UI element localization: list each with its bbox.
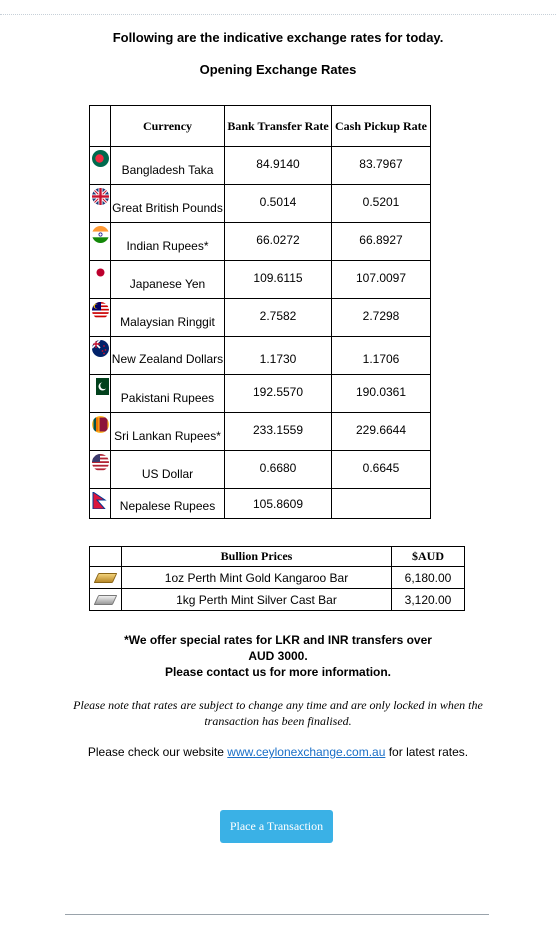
bullion-header-row — [90, 547, 465, 567]
table-row — [90, 299, 431, 337]
currency-name: New Zealand Dollars — [111, 337, 225, 375]
usa-flag-icon — [92, 454, 109, 471]
table-row — [90, 589, 465, 611]
table-row — [90, 375, 431, 413]
bank-rate: 2.7582 — [225, 299, 332, 337]
table-row — [90, 261, 431, 299]
new-zealand-flag-icon — [92, 340, 109, 357]
table-row — [90, 147, 431, 185]
table-row — [90, 337, 431, 375]
cash-rate: 0.6645 — [332, 451, 431, 489]
table-row — [90, 223, 431, 261]
bank-rate: 1.1730 — [225, 337, 332, 375]
top-divider — [0, 14, 556, 15]
flag-header — [90, 106, 111, 147]
currency-name: Sri Lankan Rupees* — [111, 413, 225, 451]
cash-rate: 190.0361 — [332, 375, 431, 413]
currency-name: Pakistani Rupees — [111, 375, 225, 413]
currency-name: Bangladesh Taka — [111, 147, 225, 185]
cash-rate: 2.7298 — [332, 299, 431, 337]
cash-rate — [332, 489, 431, 519]
japan-flag-icon — [92, 264, 109, 281]
bangladesh-flag-icon — [92, 150, 109, 167]
malaysia-flag-icon — [92, 302, 109, 319]
currency-name: US Dollar — [111, 451, 225, 489]
website-suffix: for latest rates. — [385, 745, 469, 759]
nepal-flag-icon — [92, 492, 109, 509]
bank-rate: 105.8609 — [225, 489, 332, 519]
bullion-price: 6,180.00 — [392, 567, 465, 589]
currency-name: Indian Rupees* — [111, 223, 225, 261]
website-notice — [0, 745, 556, 759]
table-row — [90, 567, 465, 589]
cash-rate: 0.5201 — [332, 185, 431, 223]
special-rates-notice — [0, 632, 556, 680]
currency-name: Nepalese Rupees — [111, 489, 225, 519]
cash-pickup-header: Cash Pickup Rate — [332, 106, 431, 147]
bank-rate: 192.5570 — [225, 375, 332, 413]
rates-header-row — [90, 106, 431, 147]
cash-rate: 1.1706 — [332, 337, 431, 375]
bank-rate: 0.6680 — [225, 451, 332, 489]
cash-rate: 107.0097 — [332, 261, 431, 299]
bullion-item-header: Bullion Prices — [122, 547, 392, 567]
bank-rate — [225, 223, 332, 261]
bank-rate: 84.9140 — [225, 147, 332, 185]
special-rates-line: AUD 3000. — [248, 649, 308, 663]
bullion-price-header: $AUD — [392, 547, 465, 567]
bullion-item: 1kg Perth Mint Silver Cast Bar — [122, 589, 392, 611]
bank-transfer-header: Bank Transfer Rate — [225, 106, 332, 147]
bank-rate: 233.1559 — [225, 413, 332, 451]
place-transaction-button[interactable]: Place a Transaction — [220, 810, 333, 843]
special-rates-line: *We offer special rates for LKR and INR transfers over — [124, 633, 432, 647]
rates-disclaimer: Please note that rates are subject to change any time and are only locked in when the transaction has been finalised. — [73, 698, 483, 728]
bullion-prices-table — [89, 546, 465, 611]
cash-rate: 83.7967 — [332, 147, 431, 185]
pakistan-flag-icon — [92, 378, 109, 395]
table-row — [90, 489, 431, 519]
sri-lanka-flag-icon — [92, 416, 109, 433]
india-flag-icon — [92, 226, 109, 243]
silver-bar-icon — [94, 595, 118, 605]
cash-rate: 229.6644 — [332, 413, 431, 451]
website-prefix: Please check our website — [87, 745, 228, 759]
currency-header: Currency — [111, 106, 225, 147]
currency-name: Great British Pounds — [111, 185, 225, 223]
currency-name: Japanese Yen — [111, 261, 225, 299]
gold-bar-icon — [94, 573, 118, 583]
currency-name: Malaysian Ringgit — [111, 299, 225, 337]
bank-rate-value: 66.0272 — [256, 232, 300, 247]
table-row — [90, 413, 431, 451]
website-link[interactable]: www.ceylonexchange.com.au — [227, 745, 386, 759]
exchange-rates-table — [89, 105, 431, 519]
bottom-divider — [65, 914, 489, 915]
intro-heading: Following are the indicative exchange rates for today. — [112, 30, 444, 45]
special-rates-line: Please contact us for more information. — [164, 665, 392, 679]
table-row — [90, 185, 431, 223]
bullion-icon-header — [90, 547, 122, 567]
cash-rate: 66.8927 — [332, 223, 431, 261]
rates-subtitle: Opening Exchange Rates — [199, 62, 357, 77]
uk-flag-icon — [92, 188, 109, 205]
bank-rate: 0.5014 — [225, 185, 332, 223]
table-row — [90, 451, 431, 489]
bank-rate: 109.6115 — [225, 261, 332, 299]
bullion-item: 1oz Perth Mint Gold Kangaroo Bar — [122, 567, 392, 589]
bullion-price: 3,120.00 — [392, 589, 465, 611]
